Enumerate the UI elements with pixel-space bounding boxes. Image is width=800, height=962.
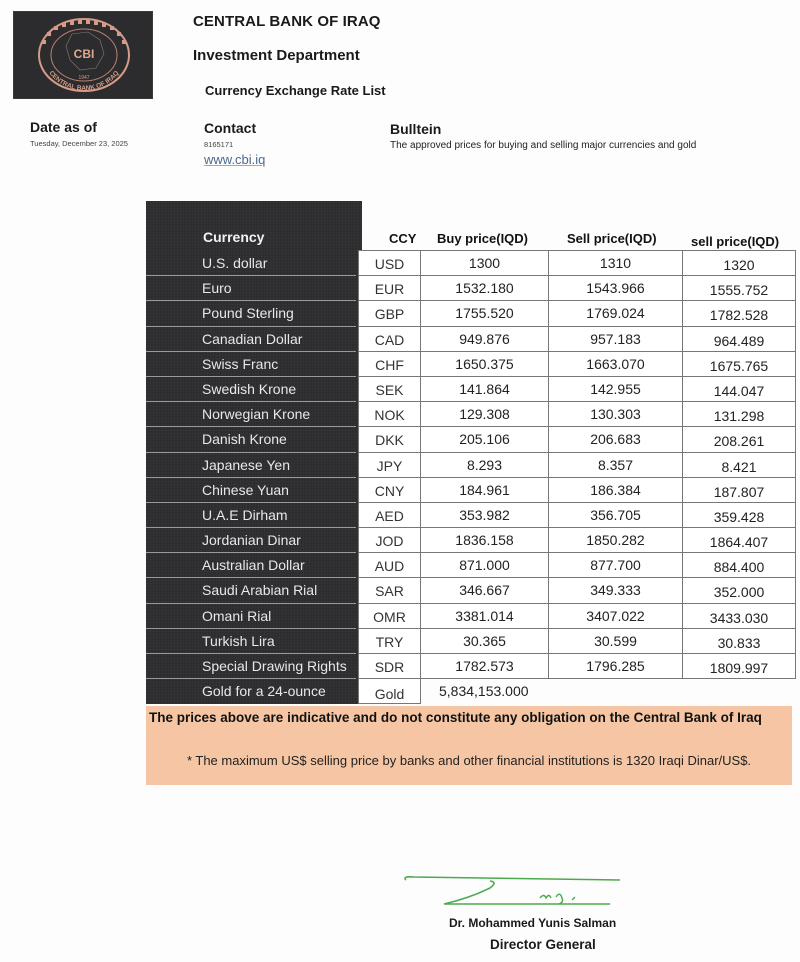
sell-price-max: 1809.997 <box>683 654 796 679</box>
contact-label: Contact <box>204 120 257 136</box>
currency-code: JPY <box>358 453 421 478</box>
buy-price: 129.308 <box>421 402 549 427</box>
notice-box <box>146 706 792 785</box>
sell-price: 186.384 <box>549 478 683 503</box>
sell-price: 349.333 <box>549 578 683 603</box>
sell-price-max: 884.400 <box>683 553 796 578</box>
sell-price-max: 964.489 <box>683 327 796 352</box>
rates-table <box>146 251 796 704</box>
sell-price-max: 131.298 <box>683 402 796 427</box>
buy-price: 184.961 <box>421 478 549 503</box>
date-label: Date as of <box>30 119 97 135</box>
department-title: Investment Department <box>193 47 360 64</box>
currency-name: U.A.E Dirham <box>146 503 356 528</box>
currency-code: SEK <box>358 377 421 402</box>
sell-price: 130.303 <box>549 402 683 427</box>
currency-code: DKK <box>358 427 421 452</box>
buy-price: 1650.375 <box>421 352 549 377</box>
sell-price-max: 352.000 <box>683 578 796 603</box>
sell-price: 1543.966 <box>549 276 683 301</box>
column-header-ccy: CCY <box>389 231 417 246</box>
contact-phone: 8165171 <box>204 140 234 149</box>
currency-name: Special Drawing Rights <box>146 654 356 679</box>
sell-price: 957.183 <box>549 327 683 352</box>
list-title: Currency Exchange Rate List <box>205 83 386 98</box>
buy-price: 1755.520 <box>421 301 549 326</box>
sell-price-max: 1782.528 <box>683 301 796 326</box>
sell-price: 30.599 <box>549 629 683 654</box>
column-header-buy: Buy price(IQD) <box>437 231 529 246</box>
buy-price: 353.982 <box>421 503 549 528</box>
currency-name: Danish Krone <box>146 427 356 452</box>
sell-price-max: 208.261 <box>683 427 796 452</box>
buy-price: 1836.158 <box>421 528 549 553</box>
buy-price: 3381.014 <box>421 604 549 629</box>
sell-price-max: 144.047 <box>683 377 796 402</box>
sell-price-max: 1320 <box>683 251 796 276</box>
gold-price: 5,834,153.000 <box>439 683 529 700</box>
currency-code: NOK <box>358 402 421 427</box>
currency-code: AED <box>358 503 421 528</box>
table-row <box>146 301 796 326</box>
sell-price: 1310 <box>549 251 683 276</box>
bulletin-text: The approved prices for buying and selling major currencies and gold <box>390 140 697 151</box>
logo-initials: CBI <box>73 47 95 61</box>
sell-price: 356.705 <box>549 503 683 528</box>
currency-name: Turkish Lira <box>146 629 356 654</box>
currency-code: TRY <box>358 629 421 654</box>
currency-code: JOD <box>358 528 421 553</box>
gold-name: Gold for a 24-ounce <box>202 683 326 700</box>
buy-price: 1300 <box>421 251 549 276</box>
sell-price-max: 187.807 <box>683 478 796 503</box>
sell-price: 142.955 <box>549 377 683 402</box>
currency-name: Euro <box>146 276 356 301</box>
currency-name: Omani Rial <box>146 604 356 629</box>
sell-price: 206.683 <box>549 427 683 452</box>
currency-name: Swiss Franc <box>146 352 356 377</box>
table-row <box>146 503 796 528</box>
buy-price: 141.864 <box>421 377 549 402</box>
cbi-logo <box>14 12 152 98</box>
currency-name: U.S. dollar <box>146 251 356 276</box>
currency-name: Pound Sterling <box>146 301 356 326</box>
table-row <box>146 327 796 352</box>
currency-name: Norwegian Krone <box>146 402 356 427</box>
table-row <box>146 352 796 377</box>
currency-code: EUR <box>358 276 421 301</box>
sell-price: 3407.022 <box>549 604 683 629</box>
max-price-note: * The maximum US$ selling price by banks and other financial institutions is 1320 Iraqi Dinar/US$. <box>186 753 752 768</box>
sell-price-max: 1864.407 <box>683 528 796 553</box>
buy-price: 871.000 <box>421 553 549 578</box>
bank-title: CENTRAL BANK OF IRAQ <box>193 13 381 30</box>
currency-name: Jordanian Dinar <box>146 528 356 553</box>
gold-code: Gold <box>358 679 421 704</box>
table-row <box>146 453 796 478</box>
sell-price-max: 1675.765 <box>683 352 796 377</box>
sell-price-max: 8.421 <box>683 453 796 478</box>
buy-price: 949.876 <box>421 327 549 352</box>
currency-code: CNY <box>358 478 421 503</box>
sell-price: 8.357 <box>549 453 683 478</box>
table-row <box>146 604 796 629</box>
table-row <box>146 478 796 503</box>
currency-name: Saudi Arabian Rial <box>146 578 356 603</box>
sell-price: 1769.024 <box>549 301 683 326</box>
logo-ring-text: CENTRAL BANK OF IRAQ <box>47 69 121 93</box>
currency-code: SDR <box>358 654 421 679</box>
bulletin-label: Bulltein <box>390 121 442 137</box>
currency-name: Japanese Yen <box>146 453 356 478</box>
currency-name: Chinese Yuan <box>146 478 356 503</box>
buy-price: 1782.573 <box>421 654 549 679</box>
date-value: Tuesday, December 23, 2025 <box>30 139 128 148</box>
currency-name: Swedish Krone <box>146 377 356 402</box>
buy-price: 346.667 <box>421 578 549 603</box>
currency-code: GBP <box>358 301 421 326</box>
sell-price: 877.700 <box>549 553 683 578</box>
disclaimer-text: The prices above are indicative and do not constitute any obligation on the Central Bank of Iraq <box>149 710 762 725</box>
table-row <box>146 427 796 452</box>
currency-code: SAR <box>358 578 421 603</box>
table-row <box>146 528 796 553</box>
handwritten-signature-icon <box>400 868 630 912</box>
sell-price-max: 1555.752 <box>683 276 796 301</box>
sell-price-max: 359.428 <box>683 503 796 528</box>
logo-year: 1947 <box>78 75 90 81</box>
currency-code: CAD <box>358 327 421 352</box>
table-row <box>146 276 796 301</box>
cbi-seal-icon <box>14 12 152 98</box>
table-row <box>146 251 796 276</box>
signer-name: Dr. Mohammed Yunis Salman <box>449 916 617 930</box>
buy-price: 8.293 <box>421 453 549 478</box>
buy-price: 30.365 <box>421 629 549 654</box>
sell-price: 1796.285 <box>549 654 683 679</box>
sell-price-max: 3433.030 <box>683 604 796 629</box>
signer-title: Director General <box>490 937 596 952</box>
currency-code: USD <box>358 251 421 276</box>
table-row <box>146 553 796 578</box>
currency-code: AUD <box>358 553 421 578</box>
gold-row <box>146 679 796 704</box>
table-row <box>146 377 796 402</box>
currency-name: Australian Dollar <box>146 553 356 578</box>
website-link[interactable]: www.cbi.iq <box>204 152 266 167</box>
column-header-sell: Sell price(IQD) <box>567 231 657 246</box>
table-row <box>146 629 796 654</box>
currency-code: CHF <box>358 352 421 377</box>
table-row <box>146 578 796 603</box>
sell-price-max: 30.833 <box>683 629 796 654</box>
currency-code: OMR <box>358 604 421 629</box>
sell-price: 1663.070 <box>549 352 683 377</box>
buy-price: 205.106 <box>421 427 549 452</box>
buy-price: 1532.180 <box>421 276 549 301</box>
currency-name: Canadian Dollar <box>146 327 356 352</box>
table-row <box>146 402 796 427</box>
column-header-currency: Currency <box>203 229 265 245</box>
sell-price: 1850.282 <box>549 528 683 553</box>
column-header-sell-max: sell price(IQD) <box>691 234 780 249</box>
table-row <box>146 654 796 679</box>
